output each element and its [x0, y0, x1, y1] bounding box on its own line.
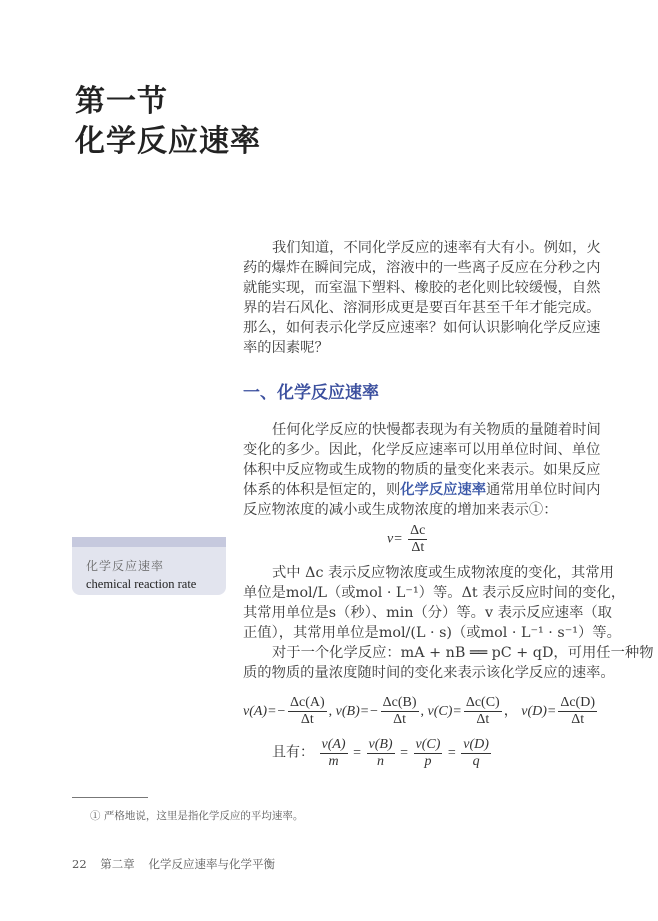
- glossary-box: [72, 537, 226, 595]
- text-line: 那么，如何表示化学反应速率？如何认识影响化学反应速: [243, 320, 601, 336]
- lhs: v(C)=: [427, 703, 462, 719]
- numerator: Δc: [410, 523, 426, 538]
- separator: ,: [328, 703, 333, 719]
- equals: =: [353, 745, 361, 761]
- denominator: Δt: [411, 540, 425, 555]
- numerator: Δc(B): [382, 695, 417, 710]
- footnote: ① 严格地说，这里是指化学反应的平均速率。: [90, 810, 304, 822]
- lhs: v(A)=−: [243, 703, 286, 719]
- numerator: v(B): [368, 737, 393, 752]
- text: 体系的体积是恒定的，则: [243, 482, 401, 498]
- numerator: v(D): [463, 737, 489, 752]
- glossary-band: [72, 537, 226, 547]
- denominator: n: [377, 754, 385, 769]
- text-line: 药的爆炸在瞬间完成，溶液中的一些离子反应在分秒之内: [243, 260, 601, 276]
- ratio-formula: [272, 737, 493, 770]
- units-paragraph: [243, 563, 654, 683]
- numerator: Δc(D): [560, 695, 595, 710]
- definition-paragraph: [243, 420, 601, 520]
- text-line: 我们知道，不同化学反应的速率有大有小。例如，火: [272, 240, 601, 256]
- intro-paragraph: [243, 238, 601, 358]
- text-line: [243, 480, 601, 500]
- text-line: 任何化学反应的快慢都表现为有关物质的量随着时间: [272, 422, 601, 438]
- text-line: 率的因素呢？: [243, 340, 329, 356]
- text-line: 界的岩石风化、溶洞形成更是要百年甚至千年才能完成。: [243, 300, 601, 316]
- text-line: 反应物浓度的减小或生成物浓度的增加来表示①：: [243, 502, 558, 518]
- key-term: 化学反应速率: [400, 482, 487, 498]
- page-title: 化学反应速率: [75, 124, 261, 159]
- numerator: v(A): [321, 737, 346, 752]
- text-line: 就能实现，而室温下塑料、橡胶的老化则比较缓慢，自然: [243, 280, 601, 296]
- text-line: 其常用单位是s（秒）、min（分）等。v 表示反应速率（取: [243, 605, 612, 621]
- glossary-term-zh: 化学反应速率: [86, 559, 165, 573]
- denominator: Δt: [300, 712, 314, 727]
- formula-lhs: v=: [387, 531, 403, 547]
- denominator: Δt: [476, 712, 490, 727]
- numerator: Δc(C): [465, 695, 500, 710]
- glossary-term-en: chemical reaction rate: [86, 577, 197, 591]
- page-footer: [72, 856, 285, 872]
- numerator: v(C): [415, 737, 441, 752]
- separator: ，: [503, 703, 518, 719]
- page-number: 22: [72, 857, 87, 871]
- footnote-divider: [72, 797, 148, 798]
- denominator: Δt: [393, 712, 407, 727]
- lhs: v(B)=−: [335, 703, 379, 719]
- denominator: Δt: [571, 712, 585, 727]
- text-line: 对于一个化学反应：mA + nB ══ pC + qD，可用任一种物: [272, 645, 654, 661]
- denominator: q: [472, 754, 480, 769]
- rate-formulas: [243, 695, 599, 728]
- section-heading: 一、化学反应速率: [243, 383, 379, 403]
- chapter-title: 化学反应速率与化学平衡: [148, 857, 275, 871]
- denominator: m: [328, 754, 339, 769]
- chapter-number: 第二章: [100, 857, 135, 871]
- text: 通常用单位时间内: [486, 482, 601, 498]
- text-line: 变化的多少。因此，化学反应速率可以用单位时间、单位: [243, 442, 601, 458]
- section-number: 第一节: [75, 84, 168, 119]
- text-line: 体积中反应物或生成物的物质的量变化来表示。如果反应: [243, 462, 601, 478]
- rate-formula: [387, 523, 429, 556]
- lhs: v(D)=: [521, 703, 557, 719]
- denominator: p: [424, 754, 432, 769]
- equals: =: [447, 745, 456, 761]
- text-line: 正值），其常用单位是mol/(L · s)（或mol · L⁻¹ · s⁻¹）等。: [243, 625, 621, 641]
- separator: ,: [420, 703, 425, 719]
- equals: =: [400, 745, 408, 761]
- text-line: 式中 Δc 表示反应物浓度或生成物浓度的变化，其常用: [272, 565, 614, 581]
- numerator: Δc(A): [289, 695, 325, 710]
- text-line: 单位是mol/L（或mol · L⁻¹）等。Δt 表示反应时间的变化，: [243, 585, 626, 601]
- ratio-label: 且有：: [272, 744, 314, 761]
- text-line: 质的物质的量浓度随时间的变化来表示该化学反应的速率。: [243, 665, 615, 681]
